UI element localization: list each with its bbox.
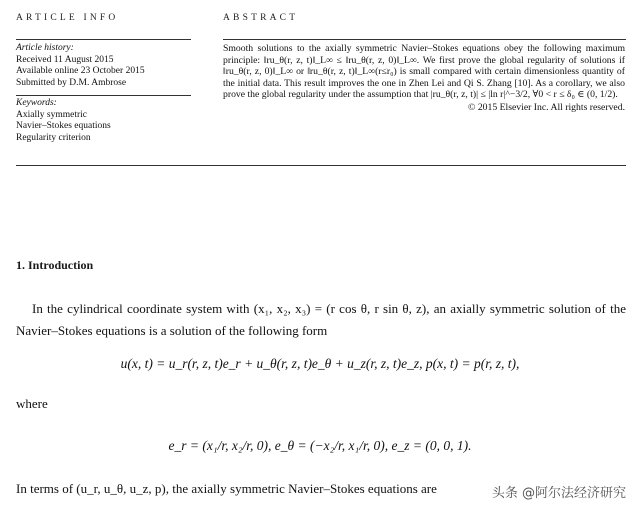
intro-paragraph: In the cylindrical coordinate system with (x₁, x₂, x₃) = (r cos θ, r sin θ, z), an axially symmetric solution of the Navier–Stokes equations is a solution of the following form: [16, 301, 626, 338]
keyword-item: Regularity criterion: [16, 132, 91, 143]
header-bottom-rule: [16, 165, 626, 166]
terms-line: In terms of (u_r, u_θ, u_z, p), the axially symmetric Navier–Stokes equations are: [16, 481, 437, 496]
abstract-text: Smooth solutions to the axially symmetric Navier–Stokes equations obey the following maximum principle: ‖ru_θ(r, z, t)‖_L∞ ≤ ‖ru_θ(r, z, 0)‖_L∞. We first prove the global regularity of solutions if ‖ru_θ(r, z, 0)‖_L∞ or ‖ru_θ(r, z, t)‖_L∞(r≤r₀) is small compared with certain dimensionless quantity of the initial data. This result improves the one in Zhen Lei and Qi S. Zhang [10]. As a corollary, we also prove the global regularity under the assumption that |ru_θ(r, z, t)| ≤ |ln r|^−3/2, ∀0 < r ≤ δ₀ ∈ (0, 1/2).: [223, 43, 625, 101]
equation-velocity: u(x, t) = u_r(r, z, t)e_r + u_θ(r, z, t)e_θ + u_z(r, z, t)e_z, p(x, t) = p(r, z, t),: [120, 356, 520, 371]
keyword-item: Axially symmetric: [16, 109, 87, 120]
where-text: where: [16, 396, 48, 411]
watermark: 头条 @阿尔法经济研究: [491, 486, 626, 501]
received-date: Received 11 August 2015: [16, 54, 114, 65]
keywords: [16, 98, 196, 144]
equation-basis: e_r = (x₁/r, x₂/r, 0), e_θ = (−x₂/r, x₁/r, 0), e_z = (0, 0, 1).: [168, 438, 472, 453]
article-info-heading: ARTICLE INFO: [16, 13, 119, 23]
copyright: © 2015 Elsevier Inc. All rights reserved.: [468, 101, 625, 113]
article-history-heading: Article history:: [16, 43, 74, 53]
section-title: 1. Introduction: [16, 258, 94, 272]
available-date: Available online 23 October 2015: [16, 66, 145, 77]
keywords-heading: Keywords:: [16, 98, 57, 108]
left-top-rule: [16, 39, 191, 40]
abstract-heading: ABSTRACT: [223, 13, 299, 23]
article-history: [16, 43, 196, 89]
right-top-rule: [223, 39, 626, 40]
abstract-block: [223, 43, 625, 114]
submitted-by: Submitted by D.M. Ambrose: [16, 77, 127, 88]
keyword-item: Navier–Stokes equations: [16, 121, 111, 132]
left-mid-rule: [16, 95, 191, 96]
